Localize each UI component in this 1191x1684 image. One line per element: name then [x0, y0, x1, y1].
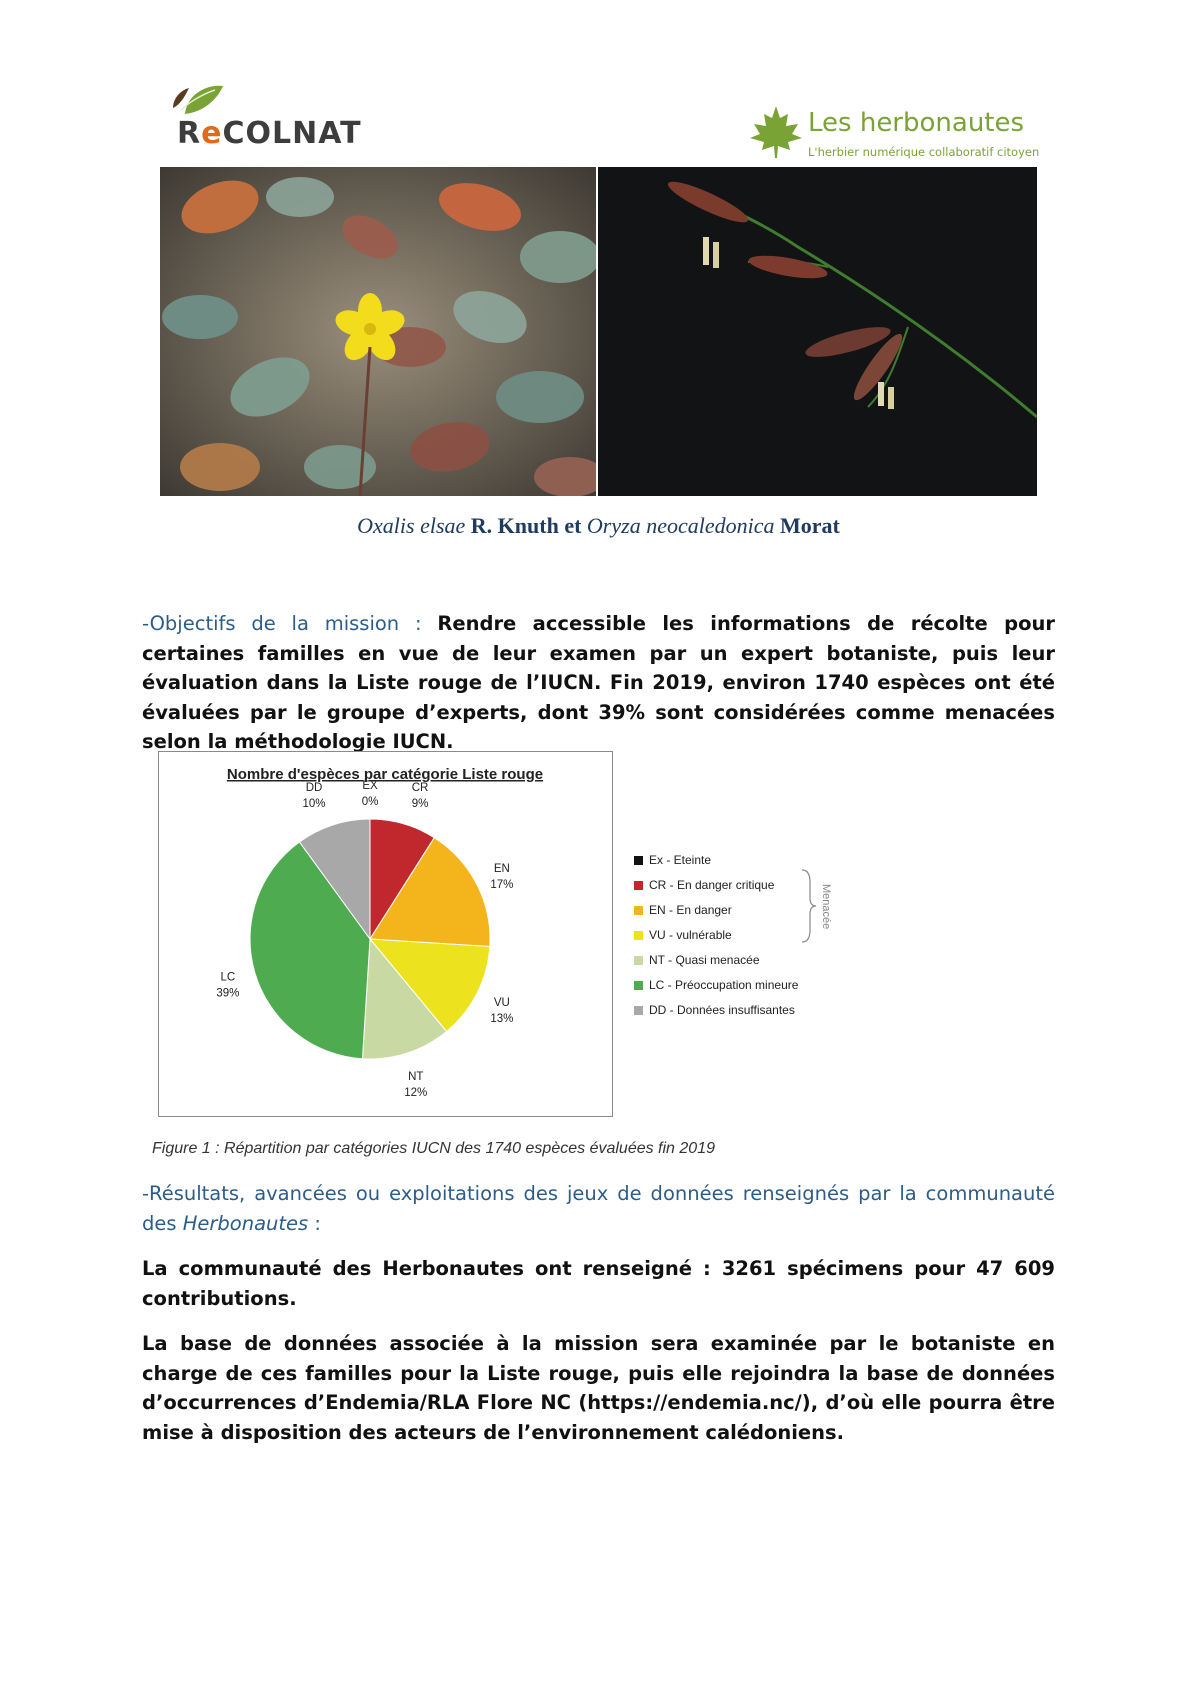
- pie-label-cr: CR: [411, 782, 429, 794]
- caption-species-1: Oxalis elsae: [357, 513, 466, 538]
- legend-text-nt: NT - Quasi menacée: [649, 953, 760, 967]
- pie-value-label-en: 17%: [490, 878, 514, 891]
- oxalis-photo: [160, 167, 596, 496]
- legend-swatch-en: [634, 906, 643, 915]
- pie-label-vu: VU: [493, 997, 510, 1010]
- resultats-heading: [142, 1179, 1055, 1238]
- maple-leaf-icon: [748, 104, 804, 160]
- pie-chart: [159, 752, 612, 1116]
- oryza-photo: [598, 167, 1037, 496]
- pie-value-label-cr: 9%: [411, 798, 429, 810]
- chart-title: Nombre d'espèces par catégorie Liste rouge: [226, 766, 544, 783]
- herbonautes-title: Les herbonautes: [808, 108, 1025, 138]
- legend-item-vu: [634, 928, 732, 942]
- legend-item-en: [634, 903, 732, 917]
- herbonautes-tagline: L'herbier numérique collaboratif citoyen: [808, 145, 1040, 159]
- caption-species-2: Oryza neocaledonica: [586, 513, 775, 538]
- pie-chart-frame: [158, 751, 613, 1117]
- recolnat-logo: [163, 80, 363, 150]
- legend-text-vu: VU - vulnérable: [649, 928, 732, 942]
- pie-value-label-ex: 0%: [361, 796, 379, 808]
- legend-group-label: Menacée: [820, 884, 832, 930]
- figure-caption: Figure 1 : Répartition par catégories IUCN des 1740 espèces évaluées fin 2019: [152, 1140, 715, 1157]
- pie-value-label-vu: 13%: [490, 1013, 514, 1026]
- pie-value-label-lc: 39%: [216, 987, 240, 1000]
- herbonautes-logo: [748, 108, 1048, 168]
- leaf-icon: [167, 80, 227, 120]
- pie-label-ex: EX: [362, 780, 378, 792]
- pie-value-label-dd: 10%: [302, 798, 326, 810]
- legend-swatch-vu: [634, 931, 643, 940]
- resultats-label: -Résultats, avancées ou exploitations des jeux de données renseignés par la communauté des: [142, 1182, 1055, 1235]
- resultats-paragraph-1: La communauté des Herbonautes ont renseigné : 3261 spécimens pour 47 609 contributions.: [142, 1257, 1055, 1310]
- objectifs-label: -Objectifs de la mission :: [142, 612, 438, 635]
- legend-text-lc: LC - Préoccupation mineure: [649, 978, 799, 992]
- legend-item-lc: [634, 978, 798, 992]
- legend-text-dd: DD - Données insuffisantes: [649, 1003, 795, 1017]
- resultats-label-end: :: [308, 1211, 321, 1235]
- legend-swatch-lc: [634, 981, 643, 990]
- caption-author-1: R. Knuth et: [465, 513, 587, 538]
- objectifs-text: Rendre accessible les informations de récolte pour certaines familles en vue de leur examen par un expert botaniste, puis leur évaluation dans la Liste rouge de l’IUCN. Fin 2019, environ 1740 espèces ont été évaluées par le groupe d’experts, dont 39% sont considérées comme menacées selon la méthodologie IUCN.: [142, 612, 1055, 753]
- legend-item-ex: [634, 853, 711, 867]
- photo-caption: [160, 513, 1037, 539]
- pie-label-en: EN: [493, 862, 510, 875]
- pie-label-dd: DD: [305, 782, 323, 794]
- legend-item-cr: [634, 878, 774, 892]
- legend-swatch-ex: [634, 856, 643, 865]
- caption-author-2: Morat: [774, 513, 840, 538]
- pie-value-label-nt: 12%: [404, 1086, 428, 1099]
- pie-label-lc: LC: [220, 971, 236, 984]
- legend-swatch-nt: [634, 956, 643, 965]
- legend-brace: [800, 868, 820, 944]
- legend-text-en: EN - En danger: [649, 903, 732, 917]
- resultats-label-italic: Herbonautes: [182, 1211, 309, 1235]
- legend-swatch-dd: [634, 1006, 643, 1015]
- objectifs-paragraph: [142, 609, 1055, 757]
- legend-text-cr: CR - En danger critique: [649, 878, 775, 892]
- legend-item-dd: [634, 1003, 795, 1017]
- recolnat-wordmark: ReCOLNAT: [177, 116, 362, 151]
- pie-label-nt: NT: [408, 1070, 424, 1083]
- resultats-paragraph-2: La base de données associée à la mission sera examinée par le botaniste en charge de ces familles pour la Liste rouge, puis elle rejoindra la base de données d’occurrences d’Endemia/RLA Flore NC (https://endemia.nc/), d’où elle pourra être mise à disposition des acteurs de l’environnement calédoniens.: [142, 1332, 1055, 1444]
- legend-text-ex: Ex - Eteinte: [649, 853, 712, 867]
- legend-item-nt: [634, 953, 760, 967]
- legend-swatch-cr: [634, 881, 643, 890]
